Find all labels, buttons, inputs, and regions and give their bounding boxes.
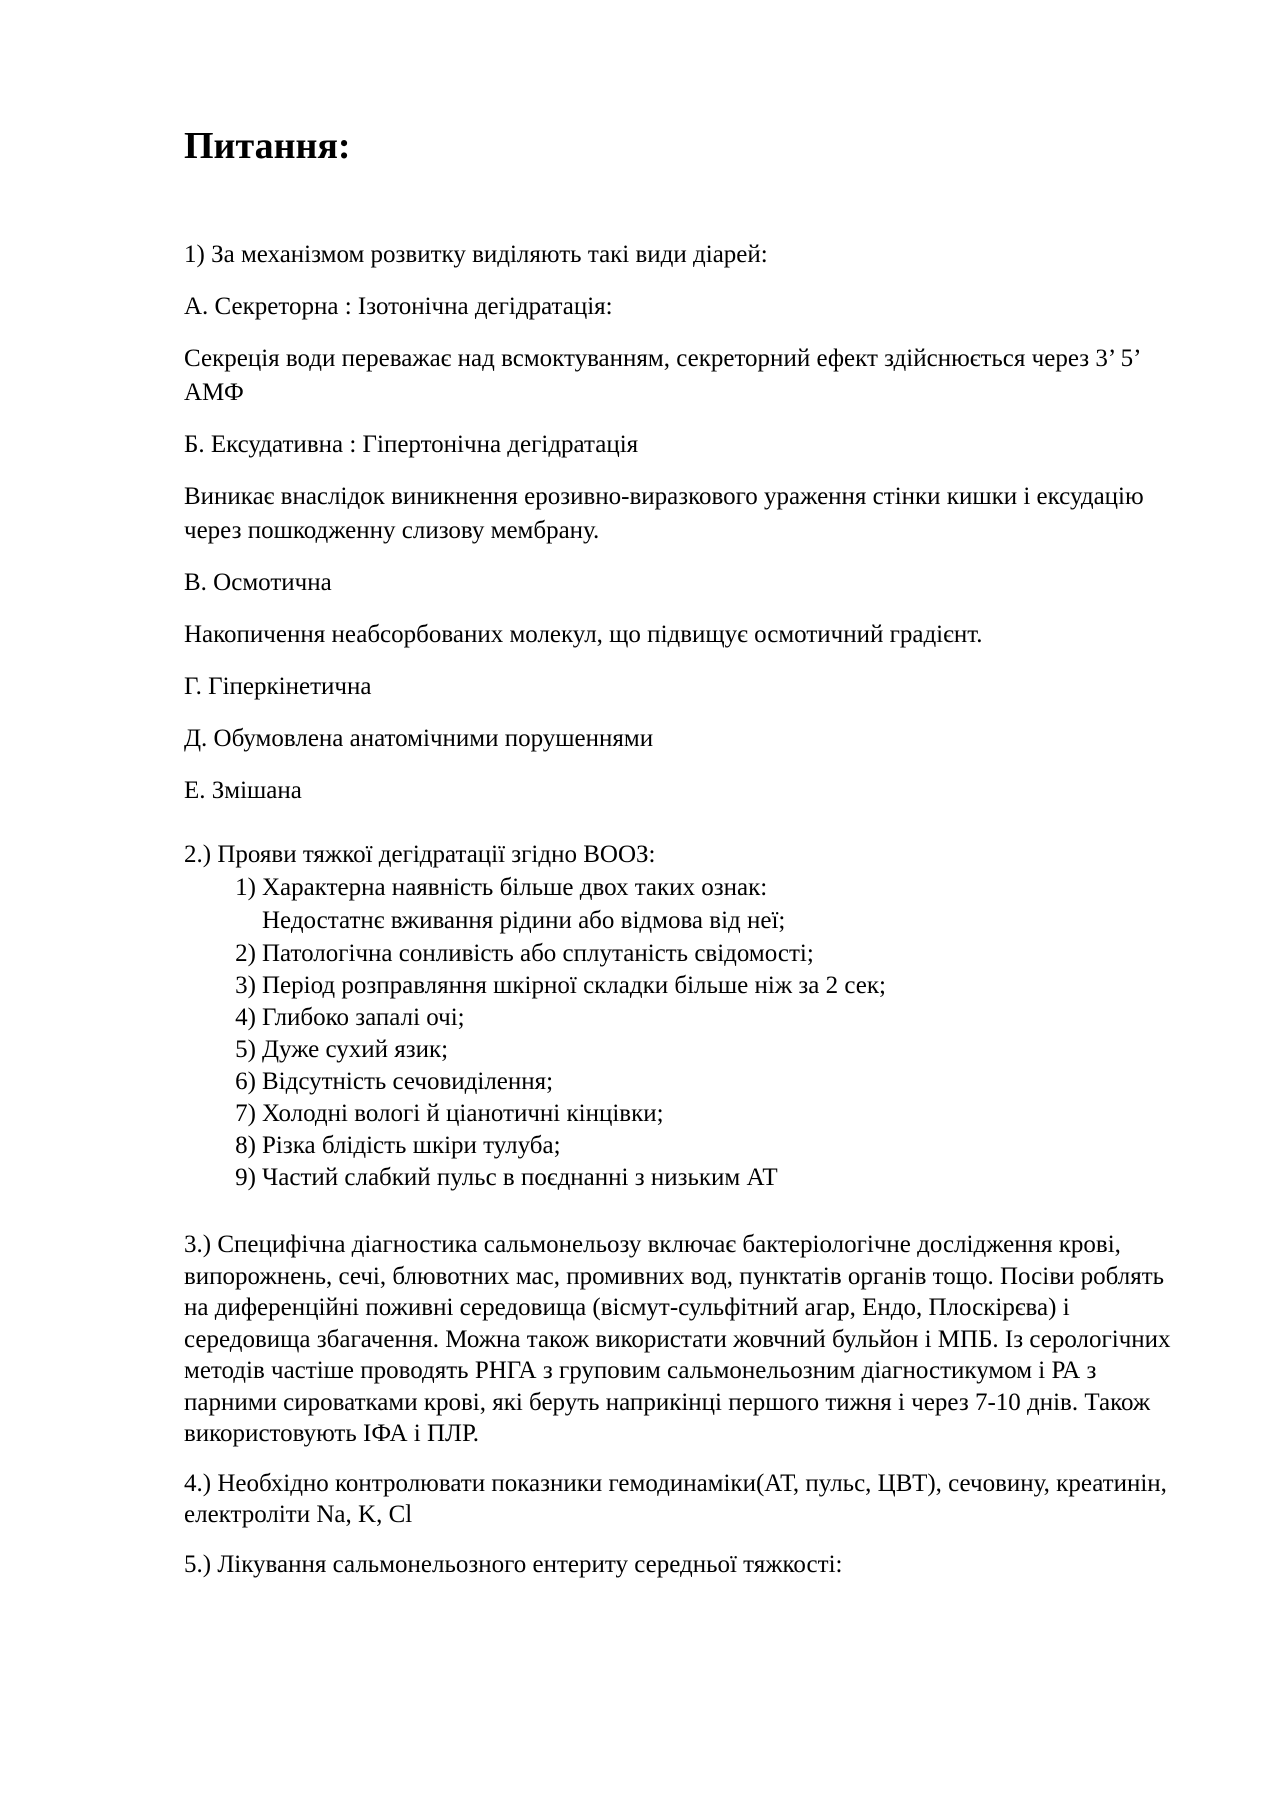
list-item: 6) Відсутність сечовиділення; xyxy=(235,1068,554,1095)
q2-intro: 2.) Прояви тяжкої дегідратації згідно ВООЗ: xyxy=(184,841,656,868)
list-item: 3) Період розправляння шкірної складки більше ніж за 2 сек; xyxy=(235,972,886,999)
q1-a-text: Секреція води переважає над всмоктуванням, секреторний ефект здійснюється через 3’ 5’ АМФ xyxy=(184,345,1140,406)
page-title: Питання: xyxy=(184,125,351,167)
q1-e-heading: Д. Обумовлена анатомічними порушеннями xyxy=(184,725,654,752)
q1-intro: 1) За механізмом розвитку виділяють такі види діарей: xyxy=(184,241,768,268)
dehydration-signs-list xyxy=(184,872,1184,1194)
list-item: 4) Глибоко запалі очі; xyxy=(235,1004,465,1031)
q1-c-heading: В. Осмотична xyxy=(184,569,332,596)
q1-f-heading: Е. Змішана xyxy=(184,777,302,804)
q3-paragraph: 3.) Специфічна діагностика сальмонельозу включає бактеріологічне дослідження крові, випорожнень, сечі, блювотних мас, промивних вод, пунктатів органів тощо. Посіви роблять на диференційні поживні середовища (вісмут-сульфітний агар, Ендо, Плоскірєва) і середовища збагачення. Можна також використати жовчний бульйон і МПБ. Із серологічних методів частіше проводять РНГА з груповим сальмонельозним діагностикумом і РА з парними сироватками крові, які беруть наприкінці першого тижня і через 7-10 днів. Також використовують ІФА і ПЛР. xyxy=(184,1231,1171,1447)
list-item: Недостатнє вживання рідини або відмова від неї; xyxy=(262,907,786,934)
q1-d-heading: Г. Гіперкінетична xyxy=(184,673,372,700)
q5-paragraph: 5.) Лікування сальмонельозного ентериту середньої тяжкості: xyxy=(184,1550,843,1578)
list-item: 8) Різка блідість шкіри тулуба; xyxy=(235,1132,561,1159)
list-item: 9) Частий слабкий пульс в поєднанні з низьким АТ xyxy=(235,1164,778,1191)
q1-b-heading: Б. Ексудативна : Гіпертонічна дегідратація xyxy=(184,431,639,458)
q1-c-text: Накопичення неабсорбованих молекул, що підвищує осмотичний градієнт. xyxy=(184,621,983,648)
q1-a-heading: А. Секреторна : Ізотонічна дегідратація: xyxy=(184,293,613,320)
list-item: 2) Патологічна сонливість або сплутаність свідомості; xyxy=(235,940,814,967)
document-body xyxy=(184,238,1184,1598)
q1-b-text: Виникає внаслідок виникнення ерозивно-виразкового ураження стінки кишки і ексудацію через пошкодженну слизову мембрану. xyxy=(184,483,1144,544)
list-item: 5) Дуже сухий язик; xyxy=(235,1036,449,1063)
list-item: 1) Характерна наявність більше двох таких ознак: xyxy=(235,874,768,901)
q4-paragraph: 4.) Необхідно контролювати показники гемодинаміки(АТ, пульс, ЦВТ), сечовину, креатинін, електроліти Na, K, Cl xyxy=(184,1469,1167,1528)
list-item: 7) Холодні вологі й ціанотичні кінцівки; xyxy=(235,1100,664,1127)
